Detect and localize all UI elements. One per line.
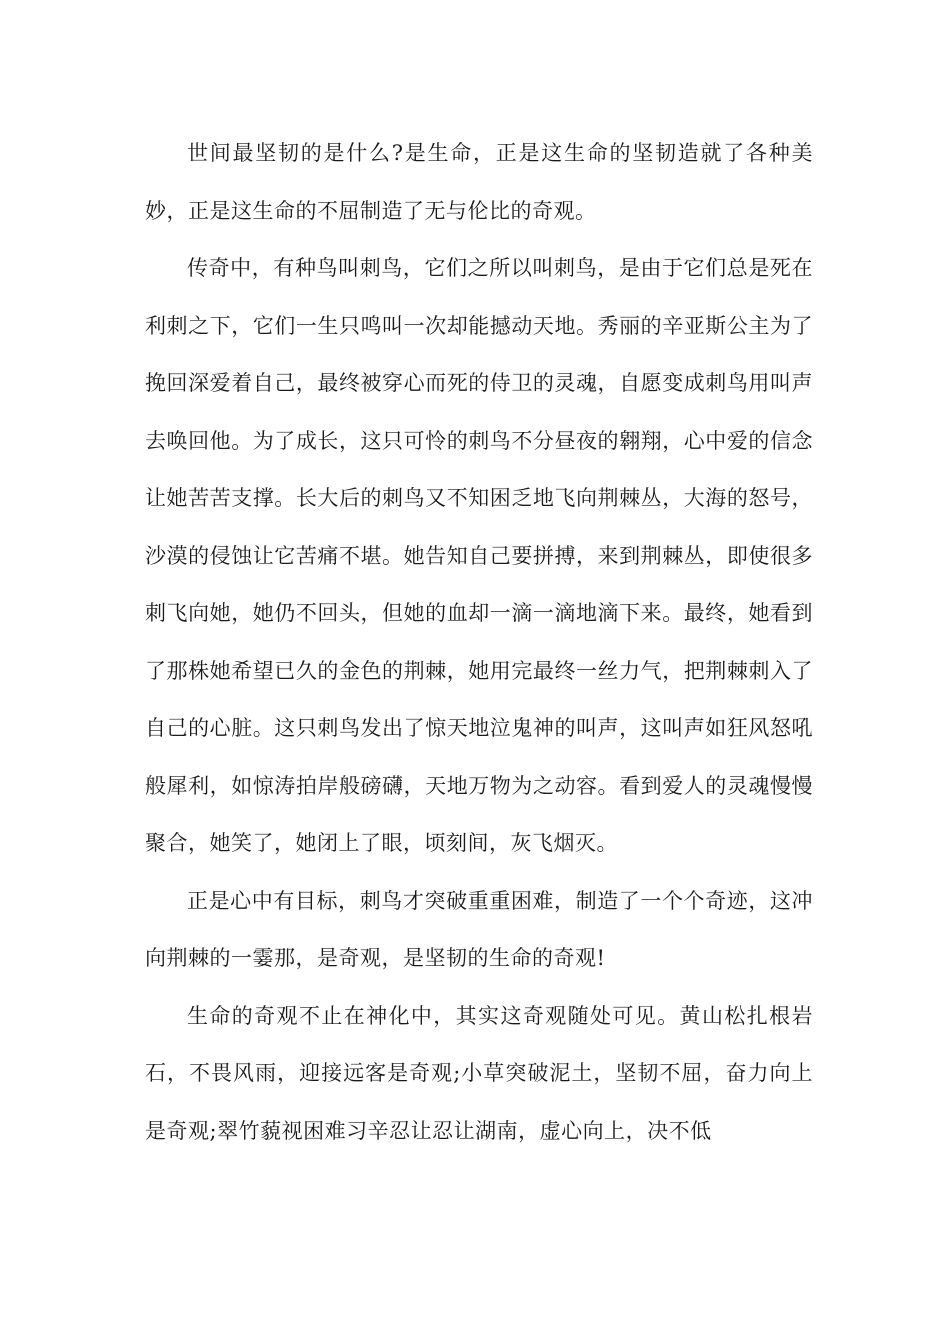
paragraph-4: 生命的奇观不止在神化中，其实这奇观随处可见。黄山松扎根岩石，不畏风雨，迎接远客是奇观;小草突破泥土，坚韧不屈，奋力向上是奇观;翠竹藐视困难习辛忍让忍让湖南，虚心向上，决不低 bbox=[145, 1003, 813, 1143]
paragraph-2: 传奇中，有种鸟叫刺鸟，它们之所以叫刺鸟，是由于它们总是死在利刺之下，它们一生只鸣叫一次却能撼动天地。秀丽的辛亚斯公主为了挽回深爱着自己，最终被穿心而死的侍卫的灵魂，自愿变成刺鸟用叫声去唤回他。为了成长，这只可怜的刺鸟不分昼夜的翱翔，心中爱的信念让她苦苦支撑。长大后的刺鸟又不知困乏地飞向荆棘丛，大海的怒号，沙漠的侵蚀让它苦痛不堪。她告知自己要拼搏，来到荆棘丛，即使很多刺飞向她，她仍不回头，但她的血却一滴一滴地滴下来。最终，她看到了那株她希望已久的金色的荆棘，她用完最终一丝力气，把荆棘刺入了自己的心脏。这只刺鸟发出了惊天地泣鬼神的叫声，这叫声如狂风怒吼般犀利，如惊涛拍岸般磅礴，天地万物为之动容。看到爱人的灵魂慢慢聚合，她笑了，她闭上了眼，顷刻间，灰飞烟灭。 bbox=[145, 256, 813, 855]
paragraph-3: 正是心中有目标，刺鸟才突破重重困难，制造了一个个奇迹，这冲向荆棘的一霎那，是奇观，是坚韧的生命的奇观! bbox=[145, 888, 813, 970]
document-body bbox=[145, 125, 813, 1160]
paragraph-1: 世间最坚韧的是什么?是生命，正是这生命的坚韧造就了各种美妙，正是这生命的不屈制造了无与伦比的奇观。 bbox=[145, 141, 813, 223]
